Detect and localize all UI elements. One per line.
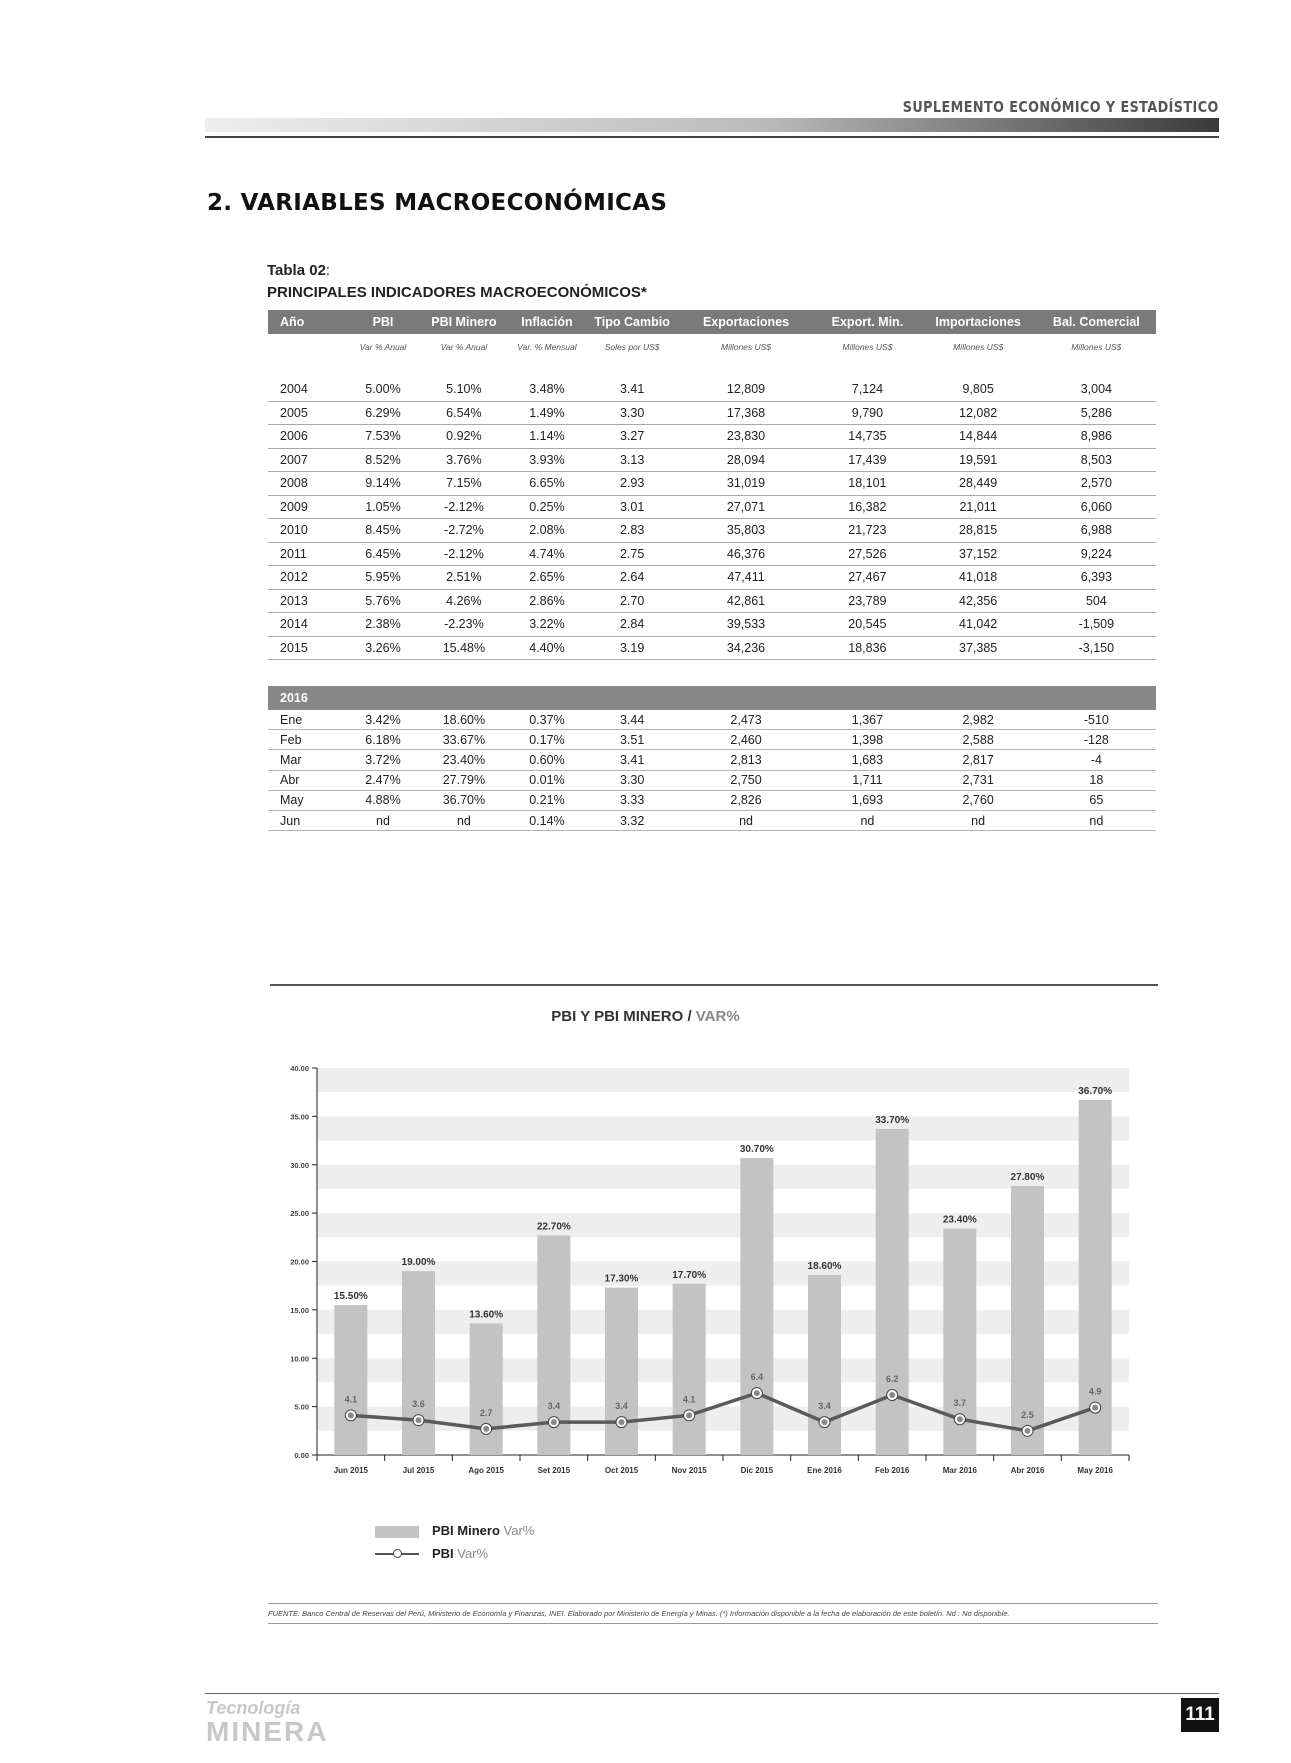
table-cell: 0.60% [506,750,587,770]
bar-data-label: 18.60% [807,1261,842,1273]
table-header-cell: Export. Min. [815,310,919,334]
table-cell: 3.32 [587,810,676,830]
table-cell: May [268,790,345,810]
table-cell: 8,986 [1037,425,1156,449]
table-cell: 14,735 [815,425,919,449]
table-header-cell: Inflación [506,310,587,334]
table-cell: 1.14% [506,425,587,449]
table-cell: 18,836 [815,636,919,660]
table-cell: 27,071 [677,495,815,519]
section-title: 2. VARIABLES MACROECONÓMICAS [207,190,668,216]
table-header-cell: PBI [345,310,422,334]
table-caption-label: Tabla 02 [267,262,326,279]
table-cell: Var. % Mensual [517,342,577,352]
line-data-label: 4.1 [344,1394,358,1405]
table-cell: 1,693 [815,790,919,810]
table-header-cell: Tipo Cambio [587,310,676,334]
bar-data-label: 17.30% [604,1273,639,1285]
table-cell: 8,503 [1037,448,1156,472]
x-tick-label: Nov 2015 [671,1466,707,1475]
table-cell: Jun [268,810,345,830]
table-cell: 3,004 [1037,378,1156,401]
table-cell: 3.27 [587,425,676,449]
y-tick-label: 25.00 [290,1209,309,1219]
bar-data-label: 13.60% [469,1309,504,1321]
table-cell: 19,591 [920,448,1037,472]
table-cell: nd [345,810,422,830]
line-data-label: 4.9 [1088,1386,1102,1397]
y-tick-label: 40.00 [290,1064,309,1073]
table-cell: 21,723 [815,519,919,543]
line-data-label: 3.6 [412,1399,425,1410]
table-cell: Feb [268,730,345,750]
table-cell: 3.51 [587,730,676,750]
table-cell: 41,018 [920,566,1037,590]
table-cell: 2.84 [587,613,676,637]
table-cell: 28,094 [677,448,815,472]
table-cell: 17,439 [815,448,919,472]
legend-line-name: PBI [432,1546,454,1561]
bar-data-label: 36.70% [1078,1085,1113,1097]
bar-pbi-minero [605,1288,638,1455]
table-cell: 4.26% [421,589,506,613]
table-cell: 3.41 [587,750,676,770]
table-cell: 2.65% [506,566,587,590]
table-cell: -4 [1037,750,1156,770]
table-cell: 2.93 [587,472,676,496]
line-point-core [619,1419,625,1425]
table-cell: nd [421,810,506,830]
bar-data-label: 19.00% [401,1257,436,1269]
table-cell: 18.60% [421,710,506,730]
table-cell: 3.26% [345,636,422,660]
table-cell: Millones US$ [842,342,893,352]
table-cell: 2.47% [345,770,422,790]
table-cell: 2,826 [677,790,815,810]
table-cell: 2.51% [421,566,506,590]
line-data-label: 2.7 [479,1407,493,1418]
table-cell: 41,042 [920,613,1037,637]
table-header-cell: Importaciones [920,310,1037,334]
table-cell: 2009 [268,495,345,519]
table-cell: 6.65% [506,472,587,496]
publication-logo-bottom: MINERA [206,1716,329,1747]
line-data-label: 3.4 [615,1401,628,1412]
table-cell: 2.83 [587,519,676,543]
table-cell: 0.01% [506,770,587,790]
table-cell: 1,398 [815,730,919,750]
x-tick-label: Set 2015 [537,1466,571,1475]
background-band [317,1116,1129,1140]
table-cell: 33.67% [421,730,506,750]
table-header-cell: PBI Minero [421,310,506,334]
table-cell: 6.29% [345,401,422,425]
line-point-core [754,1390,760,1396]
table-cell: 37,152 [920,542,1037,566]
line-point-core [957,1416,963,1422]
table-cell: 35,803 [677,519,815,543]
table-cell: 2,570 [1037,472,1156,496]
table-cell: 5.76% [345,589,422,613]
table-cell: 12,082 [920,401,1037,425]
line-data-label: 3.4 [818,1401,831,1412]
x-tick-label: Dic 2015 [740,1466,774,1475]
table-cell: 27,526 [815,542,919,566]
line-data-label: 3.7 [953,1398,967,1409]
table-cell: 2015 [268,636,345,660]
table-cell: 47,411 [677,566,815,590]
table-cell: 3.44 [587,710,676,730]
table-cell: 1,367 [815,710,919,730]
table-cell: 2.08% [506,519,587,543]
table-cell: 3.30 [587,401,676,425]
table-cell: 1,711 [815,770,919,790]
table-cell: 31,019 [677,472,815,496]
x-tick-label: Jun 2015 [333,1466,368,1475]
page-number: 111 [1181,1698,1219,1732]
table-cell: 6,060 [1037,495,1156,519]
table-cell: 2005 [268,401,345,425]
table-cell: 1.05% [345,495,422,519]
line-point-core [1092,1405,1098,1411]
bar-pbi-minero [334,1305,367,1455]
x-tick-label: May 2016 [1077,1466,1113,1475]
table-cell: 65 [1037,790,1156,810]
table-cell: nd [677,810,815,830]
table-cell: 2007 [268,448,345,472]
x-tick-label: Jul 2015 [402,1466,435,1475]
line-point-core [822,1419,828,1425]
year-block-label: 2016 [268,686,1156,710]
table-cell: 2014 [268,613,345,637]
table-cell: 18 [1037,770,1156,790]
bar-data-label: 30.70% [739,1143,774,1155]
background-band [317,1165,1129,1189]
table-cell: -3,150 [1037,636,1156,660]
table-cell: 4.40% [506,636,587,660]
legend-line-marker [393,1549,402,1558]
line-point-core [483,1426,489,1432]
table-cell: 23,789 [815,589,919,613]
table-cell: 2,817 [920,750,1037,770]
table-cell: 28,815 [920,519,1037,543]
table-cell: 5,286 [1037,401,1156,425]
table-cell: 2,750 [677,770,815,790]
table-cell: 3.30 [587,770,676,790]
y-tick-label: 20.00 [290,1257,309,1267]
table-cell: -510 [1037,710,1156,730]
table-cell: -1,509 [1037,613,1156,637]
table-cell: 16,382 [815,495,919,519]
background-band [317,1358,1129,1385]
table-cell: 2008 [268,472,345,496]
table-cell: 8.45% [345,519,422,543]
y-tick-label: 35.00 [290,1112,309,1122]
table-cell: 3.76% [421,448,506,472]
table-cell: 3.93% [506,448,587,472]
supplement-title: SUPLEMENTO ECONÓMICO Y ESTADÍSTICO [903,98,1219,116]
publication-logo-top: Tecnología [206,1698,301,1718]
line-data-label: 4.1 [682,1394,696,1405]
table-cell: 20,545 [815,613,919,637]
bar-data-label: 23.40% [942,1214,977,1226]
table-cell: 6.18% [345,730,422,750]
table-cell: 42,861 [677,589,815,613]
bar-pbi-minero [740,1158,773,1455]
table-cell: nd [1037,810,1156,830]
table-cell: 3.48% [506,378,587,401]
line-point-core [889,1392,895,1398]
source-rule-top [268,1603,1158,1604]
table-header-cell: Exportaciones [677,310,815,334]
source-rule-bottom [268,1623,1158,1624]
legend-bar-swatch [375,1526,419,1538]
table-cell: 3.72% [345,750,422,770]
background-band [317,1213,1129,1237]
table-title: PRINCIPALES INDICADORES MACROECONÓMICOS* [267,284,647,301]
bar-pbi-minero [673,1284,706,1455]
table-cell: 15.48% [421,636,506,660]
y-tick-label: 10.00 [290,1354,309,1364]
table-cell: 2010 [268,519,345,543]
bar-pbi-minero [470,1323,503,1455]
table-cell: 2006 [268,425,345,449]
table-cell: 2.64 [587,566,676,590]
table-cell: 3.41 [587,378,676,401]
table-cell: Millones US$ [1071,342,1122,352]
bar-data-label: 33.70% [875,1114,910,1126]
table-cell: 7,124 [815,378,919,401]
table-cell: 0.14% [506,810,587,830]
table-cell: Ene [268,710,345,730]
bar-data-label: 15.50% [333,1291,368,1303]
bar-data-label: 17.70% [672,1269,707,1281]
table-cell: 21,011 [920,495,1037,519]
table-cell: 27.79% [421,770,506,790]
table-cell: 504 [1037,589,1156,613]
table-cell: 2012 [268,566,345,590]
table-cell: 23.40% [421,750,506,770]
table-cell: 6.45% [345,542,422,566]
table-cell: 0.37% [506,710,587,730]
table-cell: Millones US$ [720,342,772,352]
table-cell: 5.95% [345,566,422,590]
table-cell: 9,805 [920,378,1037,401]
legend-line-unit: Var% [453,1546,489,1561]
table-cell: Abr [268,770,345,790]
line-data-label: 2.5 [1021,1409,1034,1420]
table-cell: 2.75 [587,542,676,566]
x-tick-label: Feb 2016 [875,1466,910,1475]
background-band [317,1262,1129,1286]
table-header-cell: Año [268,310,345,334]
table-cell: 2,588 [920,730,1037,750]
source-note: FUENTE: Banco Central de Reservas del Perú, Ministerio de Economía y Finanzas, INEI. Elaborado por Ministerio de Energía y Minas. (*) Información disponible a la fecha de elaboración de este boletín. Nd : No disponible. [268,1609,1010,1618]
table-cell: 17,368 [677,401,815,425]
table-cell: 1,683 [815,750,919,770]
table-cell: nd [920,810,1037,830]
table-cell: 2.70 [587,589,676,613]
table-cell: 3.01 [587,495,676,519]
table-cell: Millones US$ [953,342,1004,352]
table-caption-suffix: : [325,262,331,279]
table-cell: 39,533 [677,613,815,637]
table-cell: 8.52% [345,448,422,472]
chart-title-accent: VAR% [695,1008,740,1025]
table-cell: Var % Anual [440,342,488,352]
table-cell: 3.33 [587,790,676,810]
line-point-core [416,1417,422,1423]
table-cell: 0.17% [506,730,587,750]
table-cell: 23,830 [677,425,815,449]
legend-bar-name: PBI Minero [432,1523,500,1538]
bar-data-label: 27.80% [1010,1172,1045,1184]
table-cell: 3.42% [345,710,422,730]
legend-bar-unit: Var% [499,1523,535,1538]
table-cell: 12,809 [677,378,815,401]
x-tick-label: Ene 2016 [807,1466,842,1475]
y-tick-label: 30.00 [290,1160,309,1170]
table-cell: 5.10% [421,378,506,401]
line-data-label: 3.4 [547,1401,561,1412]
table-cell: Var % Anual [359,342,407,352]
table-cell: 2,473 [677,710,815,730]
table-cell: 2.38% [345,613,422,637]
y-tick-label: 15.00 [290,1305,309,1315]
line-point-core [686,1412,692,1418]
table-cell: 4.88% [345,790,422,810]
table-cell: 2011 [268,542,345,566]
table-cell: 2.86% [506,589,587,613]
table-cell: 0.21% [506,790,587,810]
table-cell: -2.23% [421,613,506,637]
table-cell: Soles por US$ [604,342,660,352]
table-cell: 46,376 [677,542,815,566]
table-cell: 7.53% [345,425,422,449]
table-cell: 37,385 [920,636,1037,660]
table-cell: 18,101 [815,472,919,496]
table-cell: 2,982 [920,710,1037,730]
x-tick-label: Oct 2015 [604,1466,639,1475]
table-cell: -2.12% [421,495,506,519]
table-cell: -2.72% [421,519,506,543]
chart-title-main: PBI Y PBI MINERO / [551,1008,696,1025]
table-cell: 34,236 [677,636,815,660]
line-data-label: 6.2 [885,1374,899,1385]
bar-pbi-minero [876,1129,909,1455]
table-cell: 14,844 [920,425,1037,449]
legend-line-label [432,1546,488,1561]
background-band [317,1310,1129,1334]
table-cell: 6.54% [421,401,506,425]
table-cell: 6,393 [1037,566,1156,590]
table-cell: 2,813 [677,750,815,770]
line-point-core [1025,1428,1031,1434]
background-band [317,1068,1129,1092]
x-tick-label: Ago 2015 [468,1466,504,1475]
line-data-label: 6.4 [750,1372,764,1383]
table-cell: 2,760 [920,790,1037,810]
x-tick-label: Abr 2016 [1010,1466,1045,1475]
table-cell: 0.25% [506,495,587,519]
y-tick-label: 0.00 [294,1451,309,1460]
line-point-core [348,1412,354,1418]
y-tick-label: 5.00 [294,1402,309,1412]
table-cell: 1.49% [506,401,587,425]
table-cell: 9.14% [345,472,422,496]
table-cell: 42,356 [920,589,1037,613]
table-cell: 9,790 [815,401,919,425]
bar-data-label: 22.70% [536,1221,571,1233]
table-cell: 7.15% [421,472,506,496]
footer-rule [205,1693,1219,1694]
table-cell: 2004 [268,378,345,401]
table-cell: 3.19 [587,636,676,660]
table-cell: 28,449 [920,472,1037,496]
table-cell: 4.74% [506,542,587,566]
line-point-core [551,1419,557,1425]
table-cell: -128 [1037,730,1156,750]
table-cell: 2,460 [677,730,815,750]
table-cell: 2,731 [920,770,1037,790]
table-cell: 3.22% [506,613,587,637]
legend-bar-label [432,1523,534,1538]
table-cell: Mar [268,750,345,770]
table-cell: 3.13 [587,448,676,472]
table-cell: -2.12% [421,542,506,566]
table-cell: 9,224 [1037,542,1156,566]
table-cell: 6,988 [1037,519,1156,543]
table-cell: 0.92% [421,425,506,449]
table-cell: 5.00% [345,378,422,401]
bar-pbi-minero [402,1271,435,1455]
table-cell: nd [815,810,919,830]
x-tick-label: Mar 2016 [942,1466,977,1475]
table-cell: 27,467 [815,566,919,590]
table-header-cell: Bal. Comercial [1037,310,1156,334]
table-cell: 2013 [268,589,345,613]
table-cell: 36.70% [421,790,506,810]
